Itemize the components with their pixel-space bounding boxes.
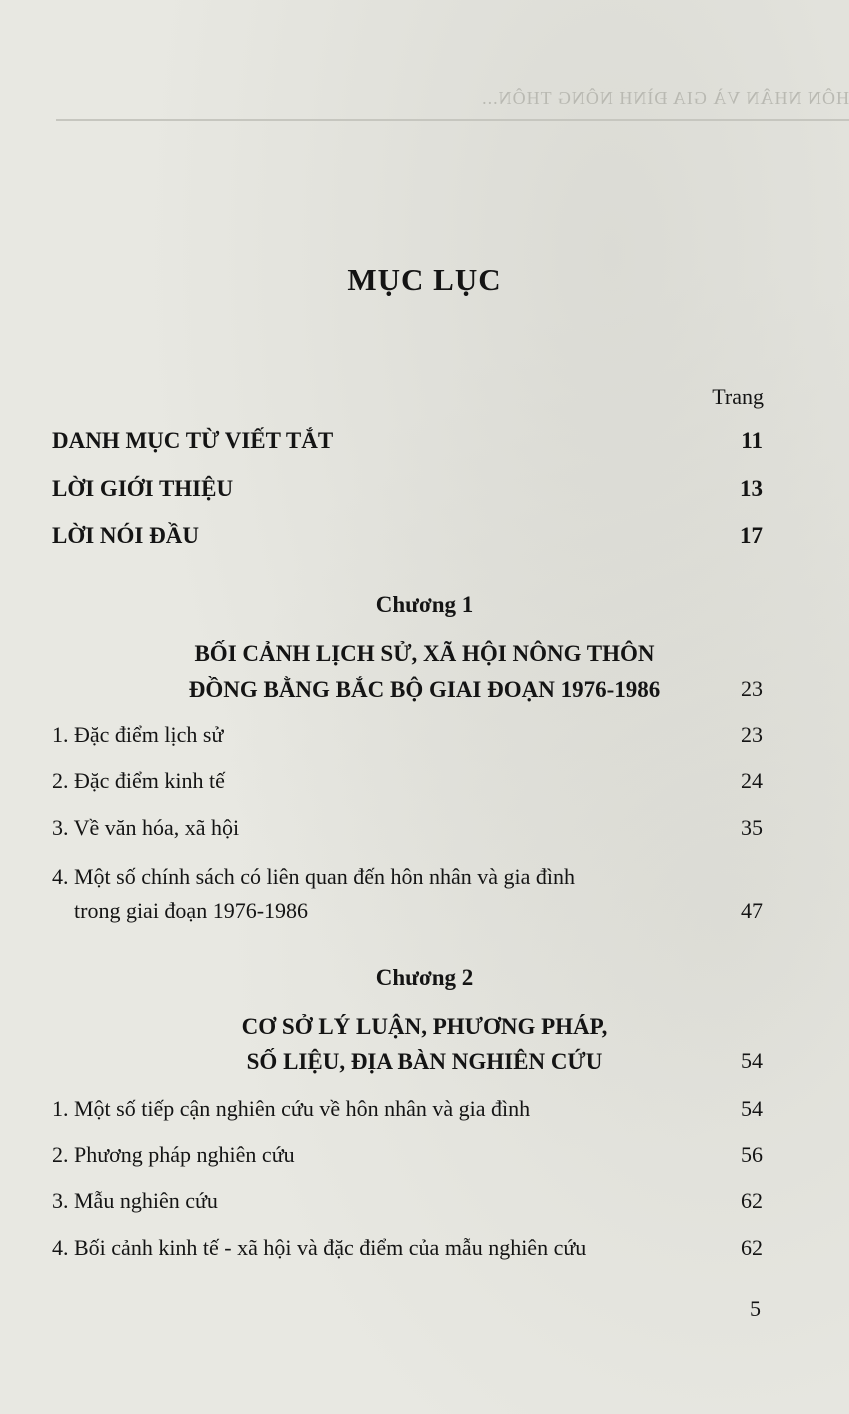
toc-entry-1-3 [52, 815, 763, 841]
toc-entry-page: 23 [741, 722, 763, 747]
toc-entry-label: 2. Đặc điểm kinh tế [52, 768, 225, 793]
page-number: 5 [750, 1296, 761, 1321]
chapter-1-title-line2: ĐỒNG BẰNG BẮC BỘ GIAI ĐOẠN 1976-1986 [188, 677, 661, 702]
bleed-through-header: HÔN NHÂN VÀ GIA ĐÌNH NÔNG THÔN... [481, 88, 849, 108]
toc-entry-2-2 [52, 1142, 763, 1168]
chapter-1-title-line1: BỐI CẢNH LỊCH SỬ, XÃ HỘI NÔNG THÔN [194, 641, 655, 666]
toc-entry-label: 4. Bối cảnh kinh tế - xã hội và đặc điểm của mẫu nghiên cứu [52, 1235, 587, 1260]
toc-entry-1-2 [52, 768, 763, 794]
bleed-through-rule [56, 119, 849, 121]
toc-entry-label: 3. Về văn hóa, xã hội [52, 815, 240, 840]
toc-entry-page: 56 [741, 1142, 763, 1167]
chapter-1-heading: Chương 1 [375, 592, 474, 617]
page-column-label: Trang [712, 384, 764, 409]
toc-entry-label: LỜI GIỚI THIỆU [52, 476, 234, 501]
toc-entry-1-4 [52, 860, 763, 928]
toc-entry-abbreviations [52, 428, 763, 454]
toc-entry-preface [52, 523, 763, 549]
toc-entry-introduction [52, 476, 763, 502]
toc-entry-label: 2. Phương pháp nghiên cứu [52, 1142, 295, 1167]
toc-entry-page: 47 [741, 898, 763, 923]
toc-entry-page: 54 [741, 1096, 763, 1121]
toc-entry-page: 13 [740, 476, 763, 501]
chapter-2-title-line1: CƠ SỞ LÝ LUẬN, PHƯƠNG PHÁP, [241, 1014, 608, 1039]
toc-entry-2-4 [52, 1235, 763, 1261]
toc-entry-page: 11 [741, 428, 763, 453]
chapter-1-page: 23 [741, 676, 763, 701]
toc-entry-2-3 [52, 1188, 763, 1214]
toc-title: MỤC LỤC [347, 262, 502, 297]
toc-entry-label-cont: trong giai đoạn 1976-1986 [74, 898, 309, 923]
chapter-2-title-line2: SỐ LIỆU, ĐỊA BÀN NGHIÊN CỨU [246, 1049, 603, 1074]
toc-entry-label: 1. Đặc điểm lịch sử [52, 722, 224, 747]
toc-entry-label: LỜI NÓI ĐẦU [52, 523, 199, 548]
toc-entry-1-1 [52, 722, 763, 748]
toc-entry-page: 24 [741, 768, 763, 793]
toc-entry-2-1 [52, 1096, 763, 1122]
toc-entry-page: 17 [740, 523, 763, 548]
toc-entry-page: 62 [741, 1188, 763, 1213]
toc-entry-label: 3. Mẫu nghiên cứu [52, 1188, 218, 1213]
toc-entry-label: 1. Một số tiếp cận nghiên cứu về hôn nhân và gia đình [52, 1096, 531, 1121]
toc-entry-page: 62 [741, 1235, 763, 1260]
toc-entry-page: 35 [741, 815, 763, 840]
toc-entry-continuation [52, 894, 763, 928]
chapter-2-page: 54 [741, 1048, 763, 1073]
chapter-2-heading: Chương 2 [375, 965, 474, 990]
toc-entry-label: DANH MỤC TỪ VIẾT TẮT [52, 428, 334, 453]
toc-entry-label: 4. Một số chính sách có liên quan đến hôn nhân và gia đình [52, 864, 576, 889]
